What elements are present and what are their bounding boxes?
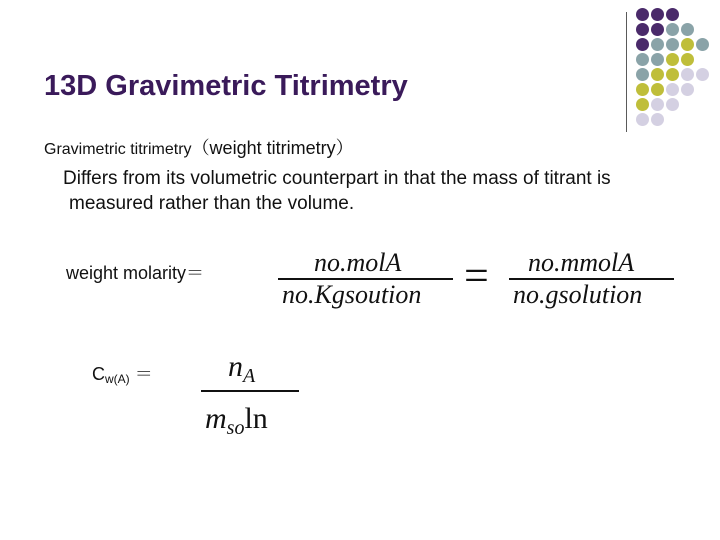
subtitle-paren: （weight titrimetry） [191, 138, 354, 158]
decorative-dot [636, 83, 649, 96]
formula2-denominator-suffix: ln [244, 402, 268, 435]
formula2-denominator-symbol: m [205, 402, 227, 435]
decorative-dot [681, 38, 694, 51]
decorative-dot [666, 23, 679, 36]
decorative-dot [666, 68, 679, 81]
formula1-equals-sign: = [464, 251, 489, 300]
decorative-dot [696, 38, 709, 51]
cw-subscript: w(A) [105, 372, 130, 386]
cw-prefix: C [92, 364, 105, 384]
vertical-divider [626, 12, 627, 132]
formula2-fraction-bar [201, 390, 299, 392]
decorative-dot [651, 113, 664, 126]
subtitle-main: Gravimetric titrimetry [44, 141, 192, 158]
formula2-denominator-sub: so [226, 417, 245, 439]
decorative-dot [651, 98, 664, 111]
decorative-dot [651, 23, 664, 36]
decorative-dot [636, 68, 649, 81]
decorative-dot [681, 83, 694, 96]
decorative-dot [681, 68, 694, 81]
subtitle [44, 134, 354, 160]
cw-equals: ＝ [134, 364, 153, 384]
decorative-dot [636, 23, 649, 36]
formula1-denominator-right: no.gsolution [513, 280, 643, 309]
formula1-numerator-right: no.mmolA [528, 248, 635, 277]
cw-label [92, 360, 153, 386]
decorative-dot [636, 98, 649, 111]
decorative-dot [666, 8, 679, 21]
decorative-dot [636, 113, 649, 126]
decorative-dot [681, 23, 694, 36]
body-line-1: Differs from its volumetric counterpart in that the mass of titrant is [63, 168, 611, 189]
decorative-dot [666, 98, 679, 111]
slide-title: 13D Gravimetric Titrimetry [44, 70, 408, 102]
formula2-denominator [205, 402, 268, 440]
decorative-dot [666, 38, 679, 51]
decorative-dot [666, 53, 679, 66]
decorative-dot [651, 68, 664, 81]
decorative-dot-grid [636, 8, 720, 120]
formula2-numerator-sub: A [243, 365, 256, 387]
decorative-dot [651, 53, 664, 66]
decorative-dot [696, 68, 709, 81]
formula1-denominator-left: no.Kgsoution [282, 280, 422, 309]
decorative-dot [681, 53, 694, 66]
decorative-dot [636, 53, 649, 66]
weight-molarity-label: weight molarity＝ [66, 263, 205, 283]
decorative-dot [651, 8, 664, 21]
body-line-2: measured rather than the volume. [69, 193, 355, 214]
formula2-numerator-symbol: n [228, 350, 243, 383]
decorative-dot [636, 38, 649, 51]
decorative-dot [651, 38, 664, 51]
formula1-numerator-left: no.molA [314, 248, 402, 277]
body-text [63, 166, 611, 216]
decorative-dot [651, 83, 664, 96]
formula2-numerator [228, 350, 255, 388]
decorative-dot [636, 8, 649, 21]
decorative-dot [666, 83, 679, 96]
